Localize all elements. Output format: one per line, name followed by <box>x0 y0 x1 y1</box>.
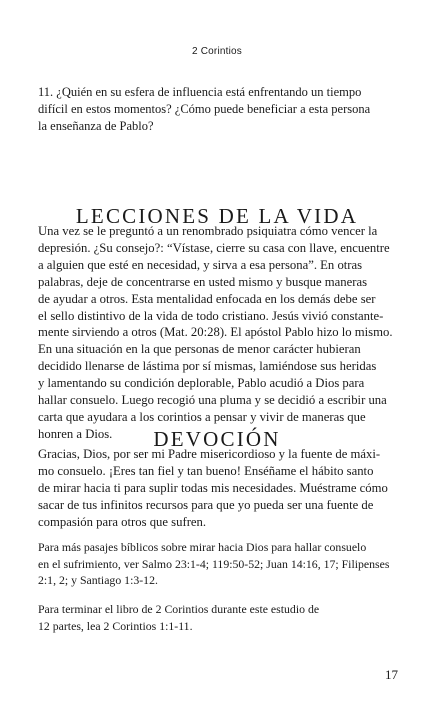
body-line: Gracias, Dios, por ser mi Padre misericordioso y la fuente de máxi- <box>38 447 381 461</box>
body-line: En una situación en la que personas de menor carácter hubieran <box>38 342 361 357</box>
finish-book-note <box>38 601 410 634</box>
reflection-question <box>38 84 410 135</box>
body-line: decidido llenarse de lástima por sí mismas, lamiéndose sus heridas <box>38 359 377 374</box>
lecciones-paragraph <box>38 223 410 443</box>
note-line: 2:1, 2; y Santiago 1:3-12. <box>38 573 158 588</box>
body-line: el sello distintivo de la vida de todo cristiano. Jesús vivió constante- <box>38 308 384 323</box>
body-line: depresión. ¿Su consejo?: “Vístase, cierre su casa con llave, encuentre <box>38 240 390 255</box>
body-line: hallar consuelo. Luego recogió una pluma y se decidió a escribir una <box>38 393 387 408</box>
section-heading-devocion: DEVOCIÓN <box>153 427 281 451</box>
body-line: mente sirviendo a otros (Mat. 20:28). El apóstol Pablo hizo lo mismo. <box>38 325 393 340</box>
note-line: Para más pasajes bíblicos sobre mirar hacia Dios para hallar consuelo <box>38 540 367 554</box>
body-line: palabras, deje de concentrarse en usted mismo y busque maneras <box>38 274 368 289</box>
body-line: Una vez se le preguntó a un renombrado psiquiatra cómo vencer la <box>38 224 378 238</box>
question-line: la enseñanza de Pablo? <box>38 119 154 133</box>
page-number: 17 <box>385 667 398 682</box>
note-line: en el sufrimiento, ver Salmo 23:1-4; 119:50-52; Juan 14:16, 17; Filipenses <box>38 556 390 571</box>
section-heading-lecciones: LECCIONES DE LA VIDA <box>75 204 359 228</box>
body-line: honren a Dios. <box>38 426 113 441</box>
body-line: carta que ayudara a los corintios a pensar y vivir de maneras que <box>38 409 366 424</box>
body-line: a alguien que esté en necesidad, y sirva a esa persona”. En otras <box>38 257 363 272</box>
more-passages-note <box>38 539 410 589</box>
question-line: difícil en estos momentos? ¿Cómo puede beneficiar a esta persona <box>38 102 371 116</box>
body-line: y lamentando su condición deplorable, Pablo acudió a Dios para <box>38 376 365 391</box>
running-header: 2 Corintios <box>192 46 242 57</box>
body-line: mo consuelo. ¡Eres tan fiel y tan bueno! Enséñame el hábito santo <box>38 463 374 478</box>
note-line: Para terminar el libro de 2 Corintios durante este estudio de <box>38 602 320 616</box>
note-line: 12 partes, lea 2 Corintios 1:1-11. <box>38 618 193 633</box>
body-line: sacar de tus infinitos recursos para que yo pueda ser una fuente de <box>38 497 374 512</box>
body-line: de ayudar a otros. Esta mentalidad enfocada en los demás debe ser <box>38 291 376 306</box>
devocion-paragraph <box>38 446 410 531</box>
body-line: de mirar hacia ti para suplir todas mis necesidades. Muéstrame cómo <box>38 480 388 495</box>
question-line: 11. ¿Quién en su esfera de influencia está enfrentando un tiempo <box>38 85 362 99</box>
body-line: compasión para otros que sufren. <box>38 514 207 529</box>
